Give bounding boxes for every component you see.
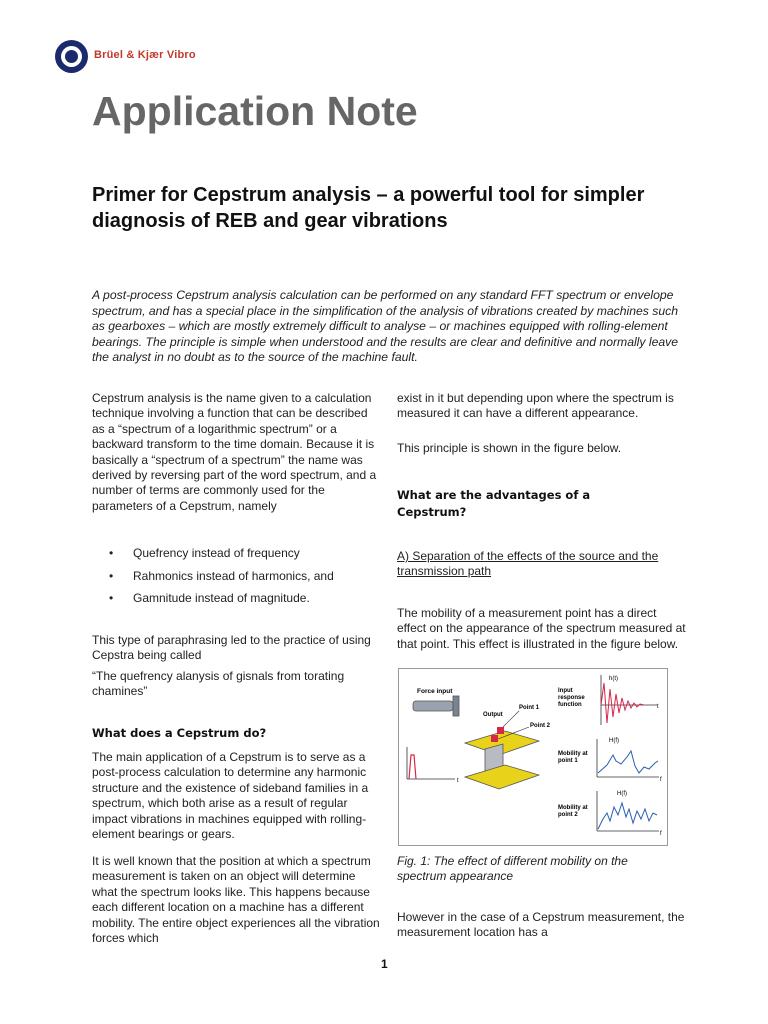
document-type: Application Note	[92, 88, 418, 134]
label-point1: Point 1	[519, 705, 540, 711]
sensor-point2	[491, 735, 498, 742]
principle-paragraph: This principle is shown in the figure below.	[397, 441, 622, 455]
subheading-separation: A) Separation of the effects of the source and the transmission path	[397, 549, 659, 579]
bullet-rahmonics: • Rahmonics instead of harmonics, and	[133, 569, 334, 584]
main-application-paragraph: The main application of a Cepstrum is to serve as a post-process calculation to determine any harmonic structure and the existence of sideband families in a spectrum, which both arise as a result of regular impact vibrations in machines equipped with rolling-element bearings or gears.	[92, 750, 369, 842]
input-pulse-line	[409, 755, 416, 779]
label-H-f-2: H(f)	[617, 791, 627, 797]
impulse-response-line	[601, 683, 644, 723]
abstract: A post-process Cepstrum analysis calculation can be performed on any standard FFT spectrum or envelope spectrum, and has a special place in the simplification of the analysis of vibrations created by machines such as gearboxes – which are mostly extremely difficult to analyse – or machines equipped with rolling-element bearings. The principle is simple when understood and the results are clear and definitive and normally leave the analyst in no doubt as to the source of the machine fault.	[92, 288, 679, 365]
label-f-1: f	[660, 777, 662, 783]
bullet-gamnitude: • Gamnitude instead of magnitude.	[133, 591, 310, 606]
page-number: 1	[381, 957, 388, 971]
label-t-response: t	[657, 704, 659, 710]
brand-name: Brüel & Kjær Vibro	[94, 49, 196, 61]
mobility1-line	[598, 751, 658, 773]
sensor-point1	[497, 727, 504, 734]
mobility2-line	[598, 803, 657, 829]
continued-paragraph: exist in it but depending upon where the spectrum is measured it can have a different appearance.	[397, 391, 674, 421]
quote-paragraph: “The quefrency alanysis of gisnals from torating chamines”	[92, 669, 345, 699]
heading-advantages: What are the advantages of a Cepstrum?	[397, 488, 591, 519]
brand-logo-icon	[55, 40, 88, 73]
figure-caption: Fig. 1: The effect of different mobility on the spectrum appearance	[397, 854, 628, 884]
label-point2: Point 2	[530, 723, 551, 729]
paraphrasing-paragraph: This type of paraphrasing led to the practice of using Cepstra being called	[92, 633, 371, 663]
intro-paragraph: Cepstrum analysis is the name given to a calculation technique involving a function that can be described as a “spectrum of a logarithmic spectrum” or a backward transform to the time domain. Because it is basically a “spectrum of a spectrum” the name was derived by reversing part of the word spectrum, and a number of terms are commonly used for the parameters of a Cepstrum, namely	[92, 391, 377, 513]
hammer-icon	[413, 701, 453, 711]
beam-bottom-flange	[465, 765, 539, 789]
document-title: Primer for Cepstrum analysis – a powerful tool for simpler diagnosis of REB and gear vibrations	[92, 184, 645, 232]
figure-svg	[399, 669, 667, 845]
label-mobility2: Mobility at point 2	[558, 805, 588, 818]
mobility-paragraph: The mobility of a measurement point has a direct effect on the appearance of the spectrum measured at that point. This effect is illustrated in the figure below.	[397, 606, 686, 651]
position-paragraph: It is well known that the position at which a spectrum measurement is taken on an object will determine what the spectrum looks like. This happens because each different location on a machine has a different mobility. The entire object experiences all the vibration forces which	[92, 854, 380, 946]
heading-what-does-cepstrum-do: What does a Cepstrum do?	[92, 726, 267, 740]
however-paragraph: However in the case of a Cepstrum measurement, the measurement location has a	[397, 910, 685, 940]
label-f-2: f	[660, 831, 662, 837]
label-t-input: t	[457, 778, 459, 784]
label-mobility1: Mobility at point 1	[558, 751, 588, 764]
label-input-response: Input response function	[558, 688, 585, 708]
label-output: Output	[483, 712, 503, 718]
label-force-input: Force input	[417, 688, 453, 695]
label-H-f-1: H(f)	[609, 738, 619, 744]
label-h-t: h(t)	[609, 676, 618, 682]
bullet-quefrency: • Quefrency instead of frequency	[133, 546, 300, 561]
figure-mobility-diagram	[398, 668, 668, 846]
